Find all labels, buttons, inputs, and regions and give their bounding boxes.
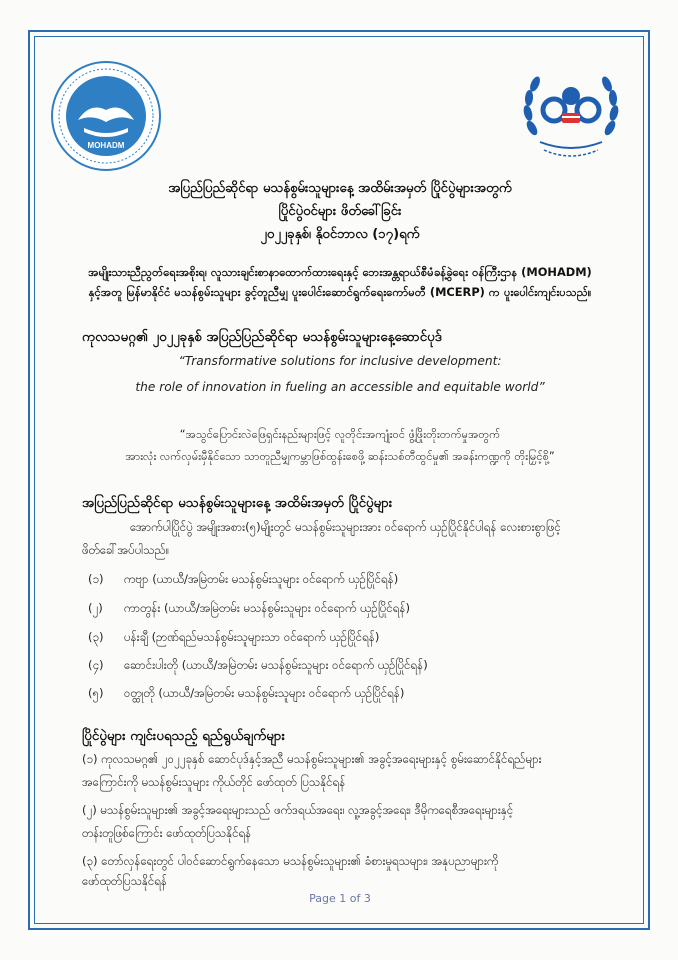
list-item: [88, 572, 398, 589]
list-item-text: ပန်းချီ (ဉာဏ်ရည်မသန်စွမ်းသူများသာ ဝင်ရောက် ယှဉ်ပြိုင်ရန်): [124, 630, 380, 644]
list-item-number: (၁): [88, 572, 104, 586]
theme-myanmar-line-2: အားလုံး လက်လှမ်းမှီနိုင်သော သာတူညီမျှကမ္ဘာဖြစ်ထွန်းစေဖို့ ဆန်းသစ်တီထွင်မှု၏ အခန်းကဏ္ဍကို တိုးမြှင့်စို့”: [125, 450, 555, 463]
contests-heading: အပြည်ပြည်ဆိုင်ရာ မသန်စွမ်းသူများနေ့ အထိမ်းအမှတ် ပြိုင်ပွဲများ: [82, 496, 393, 511]
contests-intro-line-2: ဖိတ်ခေါ်အပ်ပါသည်။: [82, 543, 170, 557]
list-item: [88, 601, 410, 618]
contests-intro-line-1: အောက်ပါပြိုင်ပွဲ အမျိုးအစား(၅)မျိုးတွင် မသန်စွမ်းသူများအား ဝင်ရောက် ယှဉ်ပြိုင်နိုင်ပါရန် လေးစားစွာဖြင့်: [130, 520, 561, 534]
page-number: Page 1 of 3: [309, 892, 371, 905]
objectives-heading: ပြိုင်ပွဲများ ကျင်းပရသည့် ရည်ရွယ်ချက်များ: [82, 729, 285, 744]
mohadm-logo: [50, 60, 162, 172]
intro-line-1: အမျိုးသားညီညွတ်ရေးအစိုးရ၊ လူသားချင်းစာနာထောက်ထားရေးနှင့် ဘေးအန္တရာယ်စီမံခန့်ခွဲရေး ဝန်ကြီးဌာန (MOHADM): [88, 265, 592, 279]
theme-english-line-1: “Transformative solutions for inclusive development:: [178, 354, 502, 368]
list-item-text: ကာတွန်း (ယာယီ/အမြဲတမ်း မသန်စွမ်းသူများ ဝင်ရောက် ယှဉ်ပြိုင်ရန်): [124, 601, 411, 615]
objective-line: (၃) တော်လှန်ရေးတွင် ပါဝင်ဆောင်ရွက်နေသော မသန်စွမ်းသူများ၏ ခံစားမှုရသများ၊ အနုပညာများကို: [82, 854, 499, 868]
page-subtitle: ပြိုင်ပွဲဝင်များ ဖိတ်ခေါ်ခြင်း: [278, 204, 402, 219]
theme-english-line-2: the role of innovation in fueling an accessible and equitable world”: [135, 380, 545, 394]
list-item: [88, 686, 404, 703]
list-item: [88, 658, 428, 675]
theme-myanmar-line-1: “အသွင်ပြောင်းလဲဖြေရှင်းနည်းများဖြင့် လူတိုင်းအကျုံးဝင် ဖွံ့ဖြိုးတိုးတက်မှုအတွက်: [179, 428, 501, 441]
theme-heading: ကုလသမဂ္ဂ၏ ၂၀၂၂ခုနှစ် အပြည်ပြည်ဆိုင်ရာ မသန်စွမ်းသူများနေ့ဆောင်ပုဒ်: [82, 330, 442, 345]
mohadm-logo-caption: MOHADM: [87, 141, 125, 150]
intro-line-2: နှင့်အတူ မြန်မာနိုင်ငံ မသန်စွမ်းသူများ ခွင့်တူညီမျှ ပူးပေါင်းဆောင်ရွက်ရေးကော်မတီ (MCERP) က ပူးပေါင်းကျင်းပသည်။: [88, 285, 592, 299]
list-item-number: (၃): [88, 630, 104, 644]
objective-line: အကြောင်းကို မသန်စွမ်းသူများ ကိုယ်တိုင် ဖော်ထုတ် ပြသနိုင်ရန်: [82, 775, 346, 789]
list-item-text: ဆောင်းပါးတို (ယာယီ/အမြဲတမ်း မသန်စွမ်းသူများ ဝင်ရောက် ယှဉ်ပြိုင်ရန်): [124, 658, 428, 672]
objective-line: (၁) ကုလသမဂ္ဂ၏ ၂၀၂၂ခုနှစ် ဆောင်ပုဒ်နှင့်အညီ မသန်စွမ်းသူများ၏ အခွင့်အရေးများနှင့် စွမ်းဆောင်နိုင်ရည်များ: [82, 752, 542, 766]
list-item: [88, 630, 379, 647]
objective-line: (၂) မသန်စွမ်းသူများ၏ အခွင့်အရေးများသည် ဖက်ဒရယ်အရေး၊ လူ့အခွင့်အရေး၊ ဒီမိုကရေစီအရေးများနှင့်: [82, 803, 514, 817]
objective-line: ဖော်ထုတ်ပြသနိုင်ရန်: [82, 874, 168, 888]
mcerp-logo: [510, 58, 632, 173]
page-title: အပြည်ပြည်ဆိုင်ရာ မသန်စွမ်းသူများနေ့ အထိမ်းအမှတ် ပြိုင်ပွဲများအတွက်: [168, 181, 512, 196]
issue-date: ၂၀၂၂ခုနှစ်၊ နိုဝင်ဘာလ (၁၇)ရက်: [260, 227, 420, 242]
list-item-number: (၂): [88, 601, 103, 615]
list-item-number: (၅): [88, 686, 104, 700]
list-item-number: (၄): [88, 658, 104, 672]
list-item-text: ဝတ္ထုတို (ယာယီ/အမြဲတမ်း မသန်စွမ်းသူများ ဝင်ရောက် ယှဉ်ပြိုင်ရန်): [124, 686, 405, 700]
list-item-text: ကဗျာ (ယာယီ/အမြဲတမ်း မသန်စွမ်းသူများ ဝင်ရောက် ယှဉ်ပြိုင်ရန်): [124, 572, 399, 586]
objective-line: တန်းတူဖြစ်ကြောင်း ဖော်ထုတ်ပြသနိုင်ရန်: [82, 826, 252, 840]
